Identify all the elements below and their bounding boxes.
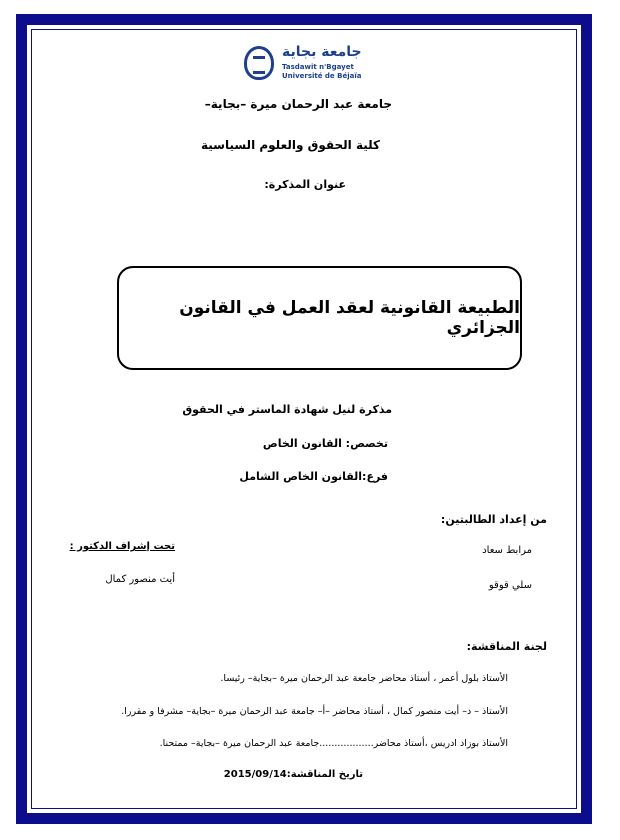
memo-title-label: عنوان المذكرة:: [264, 178, 346, 191]
degree-purpose: مذكرة لنيل شهادة الماستر في الحقوق: [182, 403, 392, 416]
committee-member: الأستاذ بلول أعمر ، أستاذ محاضر جامعة عبد الرحمان ميرة –بجاية– رئيسا.: [220, 673, 508, 684]
students-label: من إعداد الطالبتين:: [440, 513, 547, 526]
thesis-title: الطبيعة القانونية لعقد العمل في القانون الجزائري: [179, 298, 520, 338]
university-name: جامعة عبد الرحمان ميرة –بجاية–: [204, 97, 392, 111]
faculty-name: كلية الحقوق والعلوم السياسية: [200, 138, 380, 152]
university-logo: [244, 44, 366, 86]
logo-tamazight-text: Tasdawit n'Bgayet: [282, 63, 354, 71]
supervisor-label: تحت إشراف الدكتور :: [69, 541, 175, 552]
degree-specialty: تخصص: القانون الخاص: [262, 437, 388, 450]
defense-date: تاريخ المناقشة:2015/09/14: [223, 769, 363, 780]
thesis-title-box: [117, 266, 522, 370]
committee-member: الأستاذ بوزاد ادريس ،أستاذ محاضر..................جامعة عبد الرحمان ميرة –بجاية– ممتحنا.: [159, 738, 508, 749]
supervisor-name: أيت منصور كمال: [105, 574, 175, 585]
student-name: مرابط سعاد: [482, 545, 532, 556]
logo-arabic-text: جامعة بجاية: [282, 44, 362, 60]
logo-french-text: Université de Béjaïa: [282, 72, 362, 80]
committee-member: الأستاذ – د– أيت منصور كمال ، أستاذ محاضر –أ– جامعة عبد الرحمان ميرة –بجاية– مشرفا و مقررا.: [121, 706, 508, 717]
logo-emblem-icon: [244, 46, 274, 80]
student-name: سلي قوقو: [488, 580, 532, 591]
degree-branch: فرع:القانون الخاص الشامل: [239, 470, 388, 483]
committee-label: لجنة المناقشة:: [466, 640, 547, 653]
